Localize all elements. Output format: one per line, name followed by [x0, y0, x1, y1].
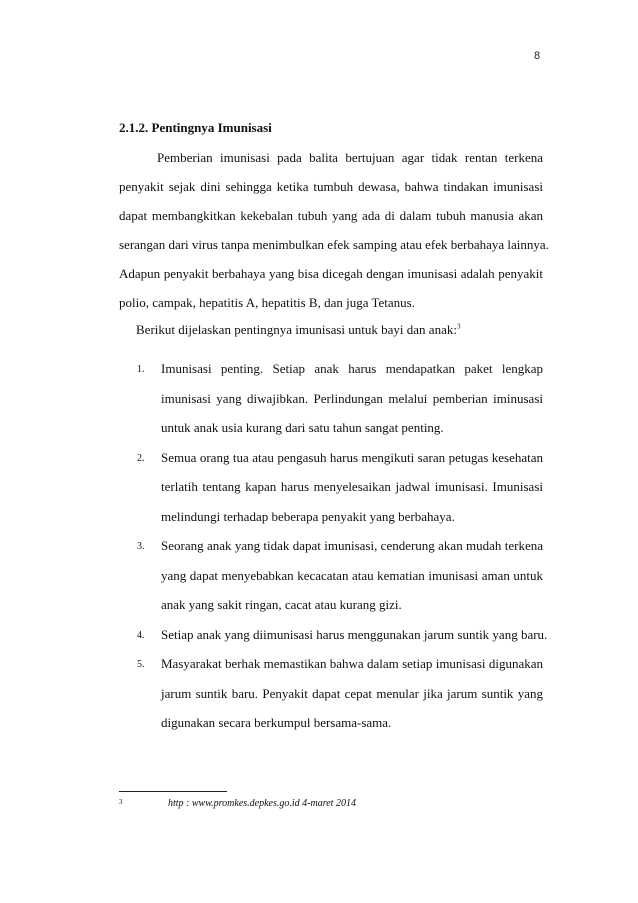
- paragraph-line: serangan dari virus tanpa menimbulkan efek samping atau efek berbahaya lainnya.: [119, 237, 549, 252]
- list-item-line: Imunisasi penting. Setiap anak harus mendapatkan paket lengkap: [161, 361, 543, 376]
- list-item: [119, 443, 543, 532]
- list-item-number: 4.: [137, 629, 145, 641]
- page-number: 8: [534, 50, 541, 62]
- list-item-line: yang dapat menyebabkan kecacatan atau kematian imunisasi aman untuk: [161, 567, 543, 583]
- list-item-line: Setiap anak yang diimunisasi harus menggunakan jarum suntik yang baru.: [161, 626, 548, 642]
- footnote-reference: 3: [456, 322, 461, 331]
- list-item-line: Seorang anak yang tidak dapat imunisasi, cenderung akan mudah terkena: [161, 538, 543, 553]
- list-item-line: jarum suntik baru. Penyakit dapat cepat menular jika jarum suntik yang: [161, 685, 543, 701]
- list-item-number: 5.: [137, 659, 145, 670]
- list-intro-text: Berikut dijelaskan pentingnya imunisasi untuk bayi dan anak:: [136, 322, 457, 337]
- list-item-line: anak yang sakit ringan, cacat atau kurang gizi.: [161, 597, 402, 612]
- list-intro: [136, 322, 460, 338]
- paragraph-line: Pemberian imunisasi pada balita bertujuan agar tidak rentan terkena: [157, 150, 543, 165]
- list-item: [119, 354, 543, 443]
- paragraph-line: polio, campak, hepatitis A, hepatitis B, dan juga Tetanus.: [119, 295, 415, 310]
- list-item-line: digunakan secara berkumpul bersama-sama.: [161, 715, 392, 730]
- footnote-text: http : www.promkes.depkes.go.id 4-maret 2014: [168, 798, 356, 809]
- importance-list: [119, 354, 548, 738]
- list-item-line: imunisasi yang diwajibkan. Perlindungan melalui pemberian iminusasi: [161, 390, 543, 406]
- list-item: [119, 649, 543, 738]
- paragraph-line: Adapun penyakit berbahaya yang bisa dicegah dengan imunisasi adalah penyakit: [119, 266, 543, 281]
- paragraph-line: penyakit sejak dini sehingga ketika tumbuh dewasa, bahwa tindakan imunisasi: [119, 179, 543, 194]
- list-item: [119, 620, 548, 650]
- list-item-number: 3.: [137, 541, 145, 552]
- footnote-separator: [119, 791, 227, 792]
- footnote-mark: 3: [119, 798, 123, 806]
- list-item-number: 2.: [137, 452, 145, 464]
- footnote: [119, 798, 356, 809]
- section-title: 2.1.2. Pentingnya Imunisasi: [119, 120, 272, 135]
- list-item-line: terlatih tentang kapan harus menyelesaikan jadwal imunisasi. Imunisasi: [161, 479, 543, 494]
- list-item-line: melindungi terhadap beberapa penyakit yang berbahaya.: [161, 508, 455, 524]
- list-item: [119, 531, 543, 620]
- list-item-line: Semua orang tua atau pengasuh harus mengikuti saran petugas kesehatan: [161, 449, 543, 465]
- list-item-line: untuk anak usia kurang dari satu tahun sangat penting.: [161, 420, 444, 435]
- list-item-number: 1.: [137, 364, 145, 375]
- paragraph-line: dapat membangkitkan kekebalan tubuh yang ada di dalam tubuh manusia akan: [119, 208, 543, 223]
- list-item-line: Masyarakat berhak memastikan bahwa dalam setiap imunisasi digunakan: [161, 656, 543, 671]
- body-paragraph: [119, 143, 549, 317]
